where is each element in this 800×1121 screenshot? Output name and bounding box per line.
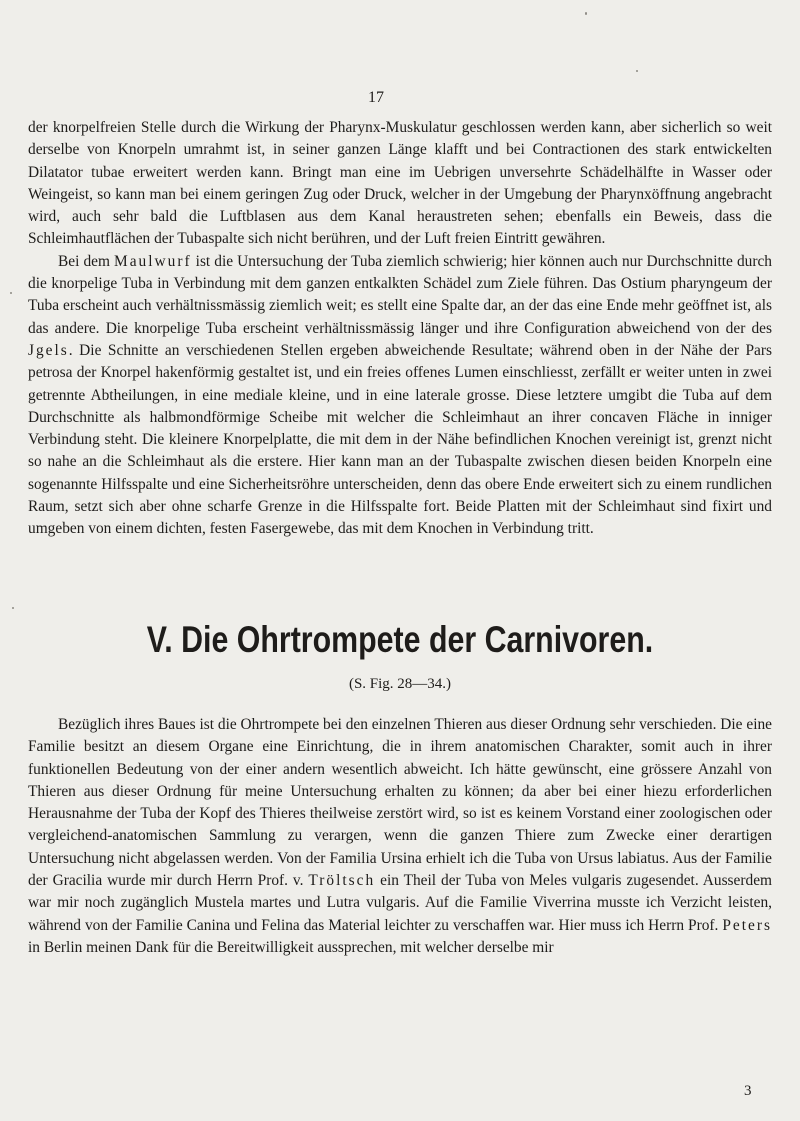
spaced-name: Jgels (28, 341, 69, 359)
paper-speck (585, 12, 587, 15)
spaced-name: Tröltsch (308, 872, 376, 890)
paragraph (28, 714, 772, 959)
paper-speck (636, 70, 638, 72)
text-run: Bezüglich ihres Baues ist die Ohrtrompete bei den einzelnen Thieren aus dieser Ordnung sehr verschieden. Die eine Familie besitzt an diesem Organe eine Einrichtung, die in ihrem anatomischen Charakter, somit auch in ihrer funktionellen Bedeutung von der einer andern wesentlich abweicht. Ich hätte gewünscht, eine grössere Anzahl von Thieren aus dieser Ordnung für meine Untersuchung erhalten zu können; da aber bei einer hiezu erforderlichen Herausnahme der Tuba der Kopf des Thieres theilweise zerstört wird, so ist es keinem Vorstand einer zoologischen oder vergleichend-anatomischen Sammlung zu verargen, wenn die ganzen Thiere zum Zwecke einer derartigen Untersuchung nicht abgelassen werden. Von der Familia Ursina erhielt ich die Tuba von Ursus labiatus. Aus der Familie der Gracilia wurde mir durch Herrn Prof. v. (28, 716, 772, 890)
paper-speck (12, 607, 14, 609)
paragraph (28, 117, 772, 251)
section-heading: V. Die Ohrtrompete der Carnivoren. (146, 619, 654, 660)
text-block-lower (28, 714, 772, 959)
paragraph (28, 251, 772, 541)
figure-reference: (S. Fig. 28—34.) (348, 676, 452, 692)
text-run: ist die Untersuchung der Tuba ziemlich schwierig; hier können auch nur Durchschnitte durch die knorpelige Tuba in Verbindung mit dem ganzen entkalkten Schädel zum Ziele führen. Das Ostium pharyngeum der Tuba erscheint auch verhältnissmässig ziemlich weit; es stellt eine Spalte dar, an der das eine Ende mehr geöffnet ist, als das andere. Die knorpelige Tuba erscheint verhältnissmässig länger und ihre Configuration abweichend von der des (28, 252, 772, 337)
text-run: ein Theil der Tuba von Meles vulgaris zugesendet. Ausserdem war mir noch zugänglich Mustela martes und Lutra vulgaris. Auf die Familie Viverrina musste ich Verzicht leisten, während von der Familie Canina und Felina das Material leichter zu verschaffen war. Hier muss ich Herrn Prof. (28, 872, 772, 934)
spaced-name: Peters (722, 916, 772, 934)
text-run: Bei dem (58, 252, 115, 270)
text-run: . Die Schnitte an verschiedenen Stellen ergeben abweichende Resultate; während oben in der Nähe der Pars petrosa der Knorpel hakenförmig gestaltet ist, und ein freies offenes Lumen einschliesst, zerfällt er weiter unten in zwei getrennte Abtheilungen, in eine mediale kleine, und in eine laterale grosse. Diese letztere umgibt die Tuba auf dem Durchschnitte als halbmondförmige Scheibe mit welcher die Schleimhaut an ihrer concaven Fläche in inniger Verbindung steht. Die kleinere Knorpelplatte, die mit dem in der Nähe befindlichen Knochen vereinigt ist, grenzt nicht so nahe an die Schleimhaut als die erstere. Hier kann man an der Tubaspalte zwischen diesen beiden Knorpeln eine sogenannte Hilfsspalte und eine Sicherheitsröhre unterscheiden, denn das obere Ende erweitert sich zu einem rundlichen Raum, setzt sich aber ohne scharfe Grenze in die Hilfsspalte fort. Beide Platten mit der Schleimhaut sind fixirt und umgeben von einem dichten, festen Fasergewebe, das mit dem Knochen in Verbindung tritt. (28, 341, 772, 538)
page-number: 17 (368, 89, 384, 106)
text-block-upper (28, 117, 772, 541)
printer-signature: 3 (744, 1083, 752, 1099)
text-run: in Berlin meinen Dank für die Bereitwilligkeit aussprechen, mit welcher derselbe mir (28, 938, 554, 956)
text-run: der knorpelfreien Stelle durch die Wirkung der Pharynx-Muskulatur geschlossen werden kann, aber sicherlich so weit derselbe von Knorpeln umrahmt ist, in seiner ganzen Länge klafft und bei Contractionen des stark entwickelten Dilatator tubae erweitert werden kann. Bringt man eine im Uebrigen unversehrte Schädelhälfte in Wasser oder Weingeist, so kann man bei einem geringen Zug oder Druck, welcher in der Umgebung der Pharynxöffnung angebracht wird, auch sehr bald die Luftblasen aus dem Kanal heraustreten sehen; ebenfalls ein Beweis, dass die Schleimhautflächen der Tubaspalte sich nicht berühren, und der Luft freien Eintritt gewähren. (28, 119, 772, 248)
spaced-name: Maulwurf (114, 252, 192, 270)
paper-speck (10, 292, 12, 294)
